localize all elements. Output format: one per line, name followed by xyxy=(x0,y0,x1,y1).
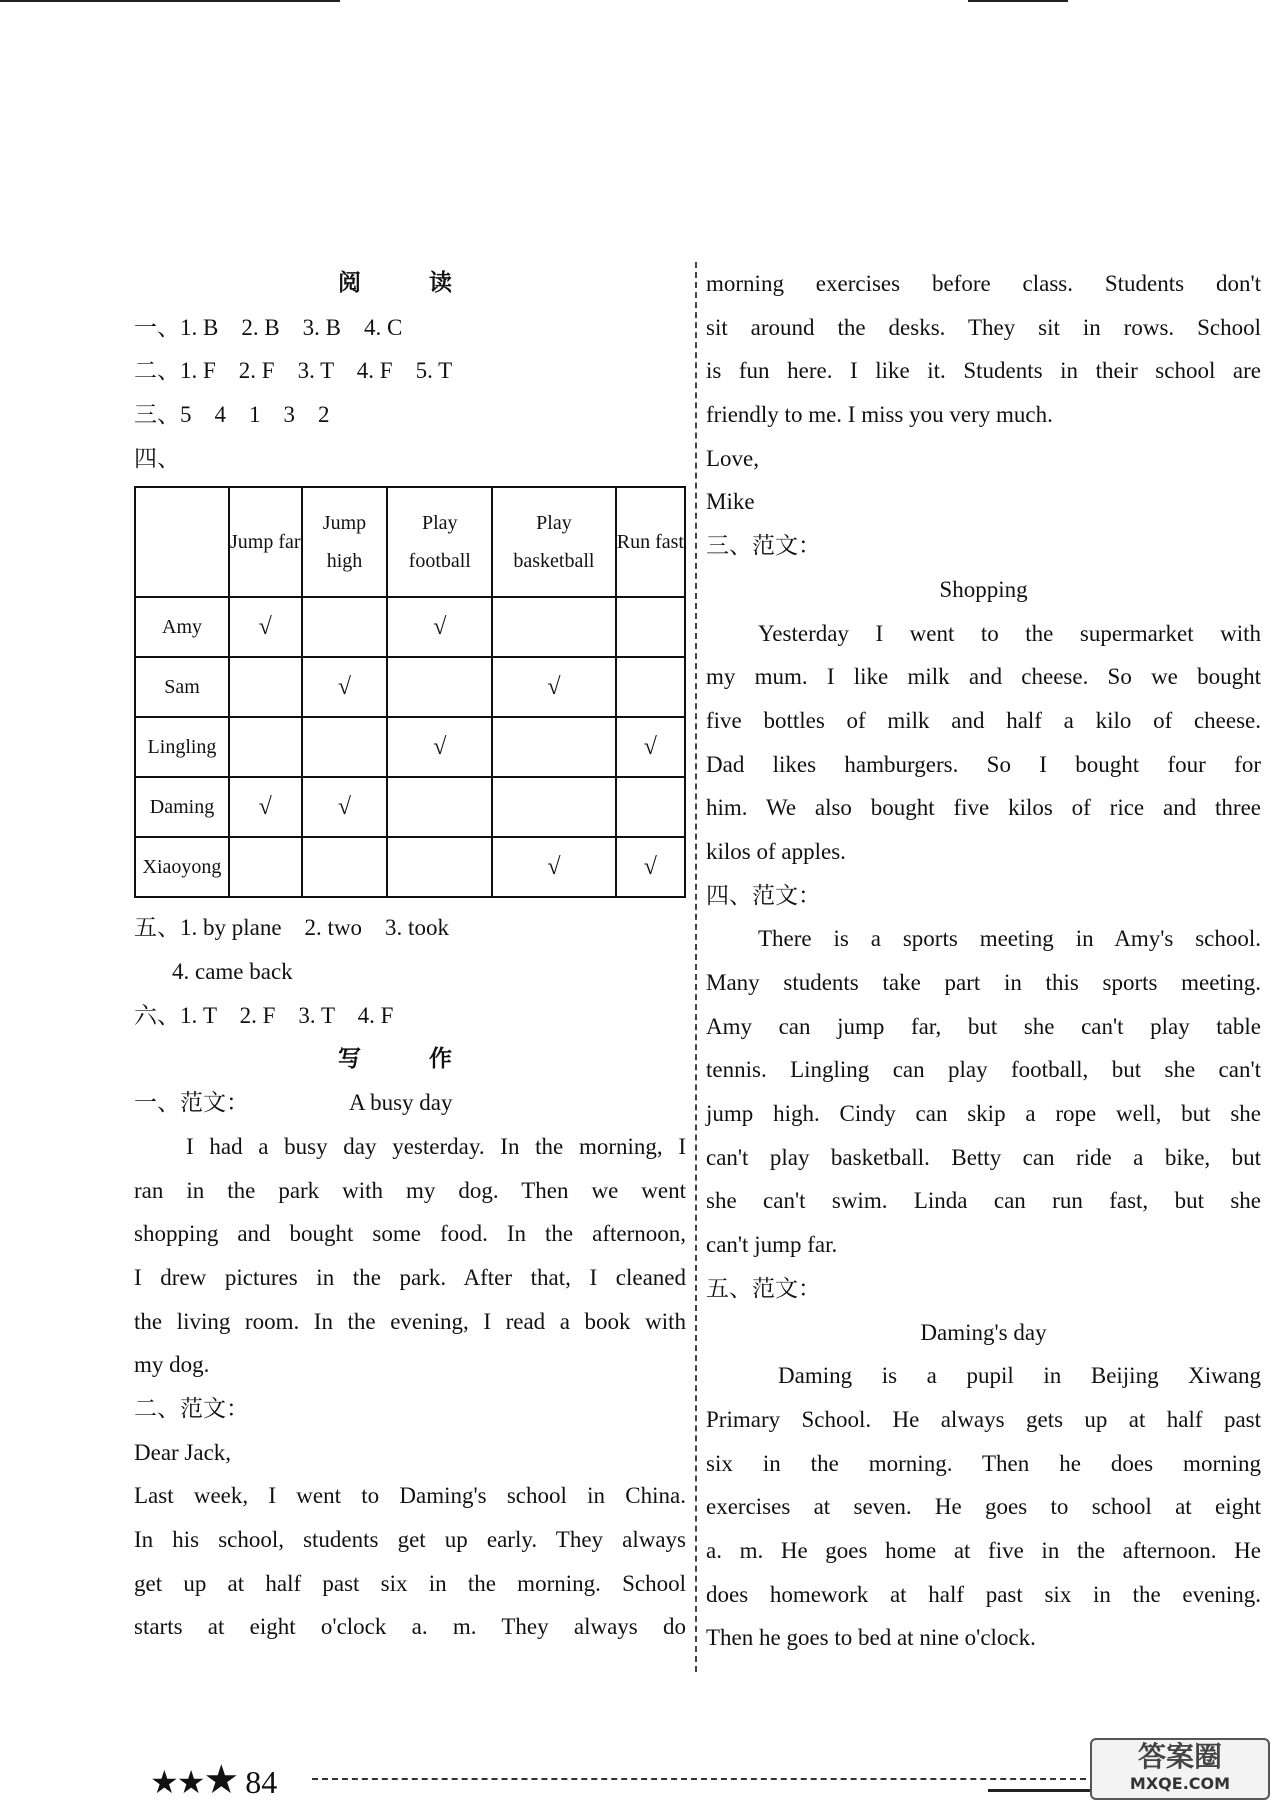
top-rule-left xyxy=(0,0,340,2)
table-cell: √ xyxy=(302,777,388,837)
table-cell xyxy=(616,777,685,837)
essay-4-line: jump high. Cindy can skip a rope well, but she xyxy=(706,1101,1261,1127)
table-header: Jump high xyxy=(302,487,388,597)
page-footer xyxy=(150,1756,277,1803)
essay-4-line: can't play basketball. Betty can ride a bike, but xyxy=(706,1144,1261,1170)
essay-5-line: Daming is a pupil in Beijing Xiwang xyxy=(778,1363,1261,1389)
table-header: Play basketball xyxy=(492,487,616,597)
essay-5-title: Daming's day xyxy=(920,1319,1047,1345)
essay-3-title: Shopping xyxy=(939,576,1028,602)
essay-3-line: kilos of apples. xyxy=(706,838,846,864)
table-cell xyxy=(616,597,685,657)
top-rule-right xyxy=(968,0,1068,2)
essay-1-label: 一、范文： xyxy=(134,1090,249,1116)
column-separator xyxy=(695,262,697,1672)
table-cell xyxy=(302,717,388,777)
essay-2-line: starts at eight o'clock a. m. They always do xyxy=(134,1614,686,1640)
essay-1-line: my dog. xyxy=(134,1352,210,1378)
small-stars: ★★ xyxy=(150,1764,204,1800)
row-name: Sam xyxy=(135,657,229,717)
essay-2-signature: Mike xyxy=(706,489,755,515)
table-header: Play football xyxy=(387,487,492,597)
table-cell: √ xyxy=(616,717,685,777)
essay-5-line: Then he goes to bed at nine o'clock. xyxy=(706,1625,1036,1651)
essay-4-line: There is a sports meeting in Amy's school. xyxy=(758,926,1261,952)
table-cell xyxy=(302,597,388,657)
table-header-row xyxy=(135,487,685,597)
essay-2-salutation: Dear Jack, xyxy=(134,1439,232,1465)
table-cell xyxy=(387,837,492,897)
essay-1-line: ran in the park with my dog. Then we went xyxy=(134,1177,686,1203)
footer-solid-rule xyxy=(988,1789,1090,1792)
row-name: Lingling xyxy=(135,717,229,777)
watermark-top-text: 答案圈 xyxy=(1137,1740,1222,1773)
table-cell xyxy=(302,837,388,897)
table-cell xyxy=(492,597,616,657)
essay-1-line: the living room. In the evening, I read a book with xyxy=(134,1308,686,1334)
essay-1-line: I had a busy day yesterday. In the morning, I xyxy=(186,1133,686,1159)
table-header: Jump far xyxy=(229,487,302,597)
reading-section-6: 六、1. T 2. F 3. T 4. F xyxy=(134,1002,394,1028)
table-cell xyxy=(387,657,492,717)
essay-4-label: 四、范文： xyxy=(706,882,821,908)
essay-4-line: tennis. Lingling can play football, but she can't xyxy=(706,1057,1261,1083)
essay-2-line: sit around the desks. They sit in rows. School xyxy=(706,314,1261,340)
essay-2-line: get up at half past six in the morning. School xyxy=(134,1570,686,1596)
table-cell: √ xyxy=(492,837,616,897)
essay-1-title: A busy day xyxy=(349,1090,453,1116)
table-cell xyxy=(229,717,302,777)
table-cell xyxy=(229,837,302,897)
table-row xyxy=(135,597,685,657)
table-cell xyxy=(616,657,685,717)
table-cell: √ xyxy=(616,837,685,897)
table-cell xyxy=(492,717,616,777)
essay-3-label: 三、范文： xyxy=(706,533,821,559)
row-name: Amy xyxy=(135,597,229,657)
table-cell xyxy=(387,777,492,837)
essay-5-line: a. m. He goes home at five in the afternoon. He xyxy=(706,1537,1261,1563)
page-number: 84 xyxy=(245,1764,278,1800)
essay-2-line: friendly to me. I miss you very much. xyxy=(706,402,1053,428)
reading-section-5-cont: 4. came back xyxy=(172,959,293,985)
star-icon xyxy=(150,1757,238,1802)
essay-1-line: I drew pictures in the park. After that, I cleaned xyxy=(134,1264,686,1290)
essay-2-line: Last week, I went to Daming's school in China. xyxy=(134,1483,686,1509)
essay-4-line: Many students take part in this sports meeting. xyxy=(706,970,1261,995)
reading-section-2: 二、1. F 2. F 3. T 4. F 5. T xyxy=(134,358,453,384)
essay-5-line: exercises at seven. He goes to school at eight xyxy=(706,1494,1261,1520)
essay-3-line: Yesterday I went to the supermarket with xyxy=(758,620,1261,646)
table-row xyxy=(135,717,685,777)
essay-2-line: In his school, students get up early. They always xyxy=(134,1527,686,1553)
row-name: Xiaoyong xyxy=(135,837,229,897)
table-cell: √ xyxy=(387,717,492,777)
table-cell: √ xyxy=(492,657,616,717)
essay-5-line: six in the morning. Then he does morning xyxy=(706,1450,1261,1476)
watermark-logo xyxy=(1090,1738,1270,1800)
reading-section-1: 一、1. B 2. B 3. B 4. C xyxy=(134,314,403,340)
essay-5-label: 五、范文： xyxy=(706,1275,821,1301)
table-cell xyxy=(492,777,616,837)
essay-2-line: morning exercises before class. Students don't xyxy=(706,271,1261,296)
reading-heading: 阅 读 xyxy=(337,270,482,296)
reading-section-3: 三、5 4 1 3 2 xyxy=(134,402,330,428)
left-column xyxy=(134,262,686,1649)
table-cell xyxy=(229,657,302,717)
table-row xyxy=(135,657,685,717)
table-cell: √ xyxy=(229,777,302,837)
essay-4-line: can't jump far. xyxy=(706,1232,838,1258)
essay-2-label: 二、范文： xyxy=(134,1396,249,1421)
writing-heading: 写 作 xyxy=(337,1045,482,1072)
essay-1-header xyxy=(134,1081,686,1125)
essay-2-line: is fun here. I like it. Students in their school are xyxy=(706,358,1261,384)
essay-4-line: she can't swim. Linda can run fast, but she xyxy=(706,1188,1261,1214)
essay-3-line: him. We also bought five kilos of rice and three xyxy=(706,795,1261,821)
footer-dashed-rule xyxy=(312,1778,1086,1780)
essay-3-line: five bottles of milk and half a kilo of cheese. xyxy=(706,707,1261,733)
essay-4-line: Amy can jump far, but she can't play table xyxy=(706,1013,1261,1039)
table-cell: √ xyxy=(229,597,302,657)
reading-section-4: 四、 xyxy=(134,445,180,471)
essay-3-line: Dad likes hamburgers. So I bought four for xyxy=(706,751,1261,777)
table-cell: √ xyxy=(302,657,388,717)
reading-section-5: 五、1. by plane 2. two 3. took xyxy=(134,915,449,941)
table-header: Run fast xyxy=(616,487,685,597)
table-row xyxy=(135,777,685,837)
table-corner-cell xyxy=(135,487,229,597)
activity-table xyxy=(134,486,686,898)
right-column xyxy=(706,262,1261,1660)
essay-2-closing: Love, xyxy=(706,445,760,471)
essay-3-line: my mum. I like milk and cheese. So we bought xyxy=(706,664,1261,690)
table-cell: √ xyxy=(387,597,492,657)
watermark-bottom-text: MXQE.COM xyxy=(1129,1774,1231,1793)
row-name: Daming xyxy=(135,777,229,837)
essay-1-line: shopping and bought some food. In the afternoon, xyxy=(134,1221,686,1247)
essay-5-line: Primary School. He always gets up at half past xyxy=(706,1406,1261,1432)
essay-5-line: does homework at half past six in the evening. xyxy=(706,1581,1261,1607)
table-row xyxy=(135,837,685,897)
big-star: ★ xyxy=(203,1757,238,1802)
